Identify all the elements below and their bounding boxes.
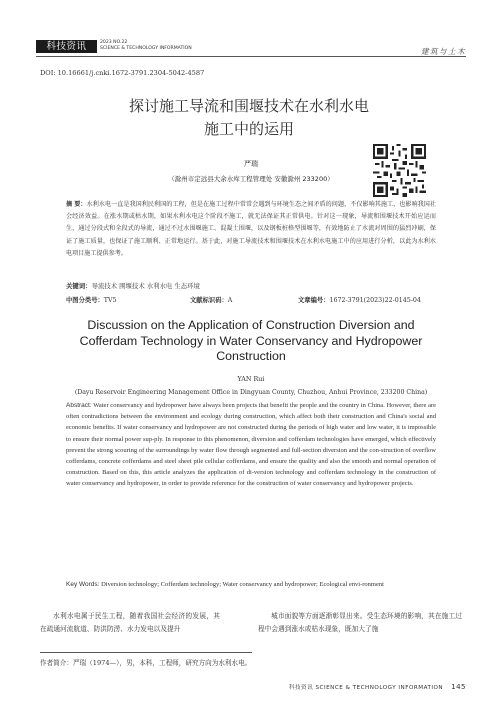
clc-value: TV5 <box>103 297 117 304</box>
en-title-line-1: Discussion on the Application of Construction Diversion and <box>87 318 415 332</box>
page-number: 145 <box>451 683 466 691</box>
keywords-cn-label: 关键词： <box>66 282 92 290</box>
journal-logo: 科技资讯 <box>36 40 97 53</box>
en-abstract-label: Abstract: <box>66 402 92 409</box>
issue-number: 2023 NO.22 <box>100 40 128 45</box>
footer-journal: 科技资讯 SCIENCE & TECHNOLOGY INFORMATION <box>288 685 444 691</box>
journal-english-name: SCIENCE & TECHNOLOGY INFORMATION <box>100 45 192 51</box>
keywords-cn-text: 导流技术 围堰技术 水利水电 生态环境 <box>91 282 200 290</box>
affiliation: （滁州市定远县大余水库工程管理处 安徽滁州 233200） <box>168 175 334 183</box>
en-title-line-2: Cofferdam Technology in Water Conservancy and Hydropower <box>79 333 423 348</box>
english-title <box>40 318 462 365</box>
footnote-rule <box>40 652 252 653</box>
doc-code-label: 文献标识码： <box>190 297 228 304</box>
author: 严瑞 <box>244 160 258 168</box>
article-number <box>298 295 421 304</box>
paper-title <box>60 95 438 141</box>
english-keywords <box>66 579 436 590</box>
english-affiliation: (Dayu Reservoir Engineering Management Office in Dingyuan County, Chuzhou, Anhui Province, 233200 China) <box>74 389 428 396</box>
en-keywords-label: Key Words: <box>66 581 100 588</box>
article-no-value: 1672-3791(2023)22-0145-04 <box>329 297 421 304</box>
keywords-cn <box>66 281 200 290</box>
section-label: 建筑与土木 <box>421 47 466 56</box>
abstract-cn-text: 水利水电一直是我国利民利国的工程，但是在施工过程中常常会遇到与环境生态之间矛盾的问题，不仅影响其施工，也影响我国社会经济效益。在涨水期或枯水期，如果水利水电这个阶段不施工，就无法保证其正常供电。针对这一现象，导流和围堰技术开始应运而生，通过分段式和全段式的导流，通过不过水围堰施工、混凝土围堰，以及钢板桩格型围堰等，有效地防止了水流对周围的猛烈冲刷，保证了施工质量，也保证了施工顺利、正常地运行。基于此，对施工导流技术和围堰技术在水利水电施工中的应用进行分析，以此为水利水电项目施工提供参考。 <box>66 201 437 257</box>
en-abstract-text: Water conservancy and hydropower have always been projects that benefit the people and the country in China. However, there are often contradictions between the environment and ecology during construction, which affect both their construction and China's social and economic benefits. If water conservancy and hydropower are not constructed during the periods of high water and low water, it is impossible to ensure their normal power sup-ply. In response to this phenomenon, diversion and cofferdam technologies have emerged, which effectively prevent the strong scouring of the surroundings by water flow through segmented and full-section diversion and the con-struction of overflow cofferdams, concrete cofferdams and steel sheet pile cellular cofferdams, and ensure the quality and also the smooth and normal operation of construction. Based on this, this article analyzes the application of di-version technology and cofferdam technology in the construction of water conservancy and hydropower, in order to provide reference for the construction of water conservancy and hydropower projects. <box>66 402 436 488</box>
body-column-right: 城市面貌等方面逐渐彰显出来。受生态环境的影响，其在施工过程中会遇到涨水或枯水现象，既加大了施 <box>258 612 462 633</box>
abstract-cn-label: 摘 要： <box>66 201 87 208</box>
title-line-1: 探讨施工导流和围堰技术在水利水电 <box>128 97 369 115</box>
doc-code-value: A <box>227 297 233 304</box>
article-no-label: 文章编号： <box>298 297 330 304</box>
document-code <box>190 295 232 304</box>
body-column-left: 水利水电属于民生工程，随着我国社会经济的发展，其在疏通河流航道、防洪防涝、水力发电以及提升 <box>40 612 220 633</box>
abstract-cn <box>66 199 436 260</box>
clc-label: 中图分类号： <box>66 297 104 304</box>
en-title-line-3: Construction <box>216 349 286 364</box>
english-author: YAN Rui <box>237 375 265 383</box>
author-footnote: 作者简介：严瑞（1974—），男，本科，工程师，研究方向为水利水电。 <box>40 659 252 667</box>
english-abstract <box>66 400 436 490</box>
page-footer <box>289 683 466 691</box>
clc-number <box>66 295 117 304</box>
en-keywords-text: Diversion technology; Cofferdam technology; Water conservancy and hydropower; Ecological envi-ronment <box>101 581 384 588</box>
header-rule <box>36 56 466 57</box>
doi: DOI: 10.16661/j.cnki.1672-3791.2304-5042-4587 <box>40 69 205 77</box>
qr-code-icon <box>373 144 426 197</box>
issue-info <box>100 40 192 51</box>
title-line-2: 施工中的运用 <box>203 120 294 138</box>
